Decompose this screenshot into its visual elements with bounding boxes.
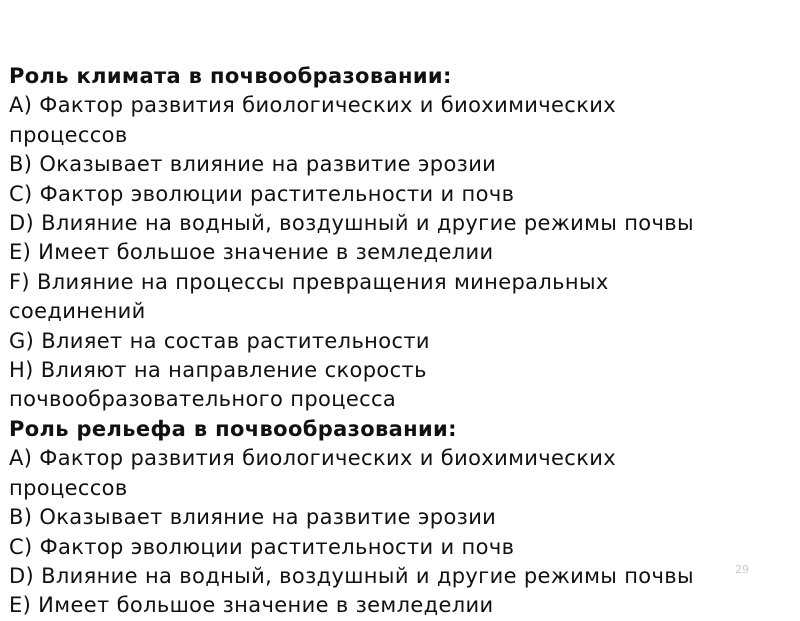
climate-item-h: H) Влияют на направление скорость — [9, 358, 427, 383]
section-heading-relief: Роль рельефа в почвообразовании: — [9, 416, 457, 441]
relief-item-c: C) Фактор эволюции растительности и почв — [9, 534, 515, 559]
climate-item-c: C) Фактор эволюции растительности и почв — [9, 181, 515, 206]
relief-item-b: B) Оказывает влияние на развитие эрозии — [9, 505, 497, 530]
slide-content — [9, 62, 799, 621]
relief-item-a: A) Фактор развития биологических и биохимических — [9, 446, 617, 471]
climate-item-d: D) Влияние на водный, воздушный и другие режимы почвы — [9, 211, 694, 236]
slide-number: 29 — [735, 563, 749, 576]
relief-item-a-continued: процессов — [9, 475, 128, 500]
climate-item-b: B) Оказывает влияние на развитие эрозии — [9, 152, 497, 177]
section-heading-climate: Роль климата в почвообразовании: — [9, 64, 452, 88]
relief-item-e: E) Имеет большое значение в земледелии — [9, 593, 494, 618]
relief-item-d: D) Влияние на водный, воздушный и другие режимы почвы — [9, 563, 694, 588]
climate-item-g: G) Влияет на состав растительности — [9, 328, 430, 353]
climate-item-f-continued: соединений — [9, 299, 146, 324]
climate-item-f: F) Влияние на процессы превращения минеральных — [9, 269, 609, 294]
climate-item-h-continued: почвообразовательного процесса — [9, 387, 397, 412]
climate-item-a-continued: процессов — [9, 122, 128, 147]
climate-item-e: E) Имеет большое значение в земледелии — [9, 240, 494, 265]
climate-item-a: A) Фактор развития биологических и биохимических — [9, 93, 617, 118]
